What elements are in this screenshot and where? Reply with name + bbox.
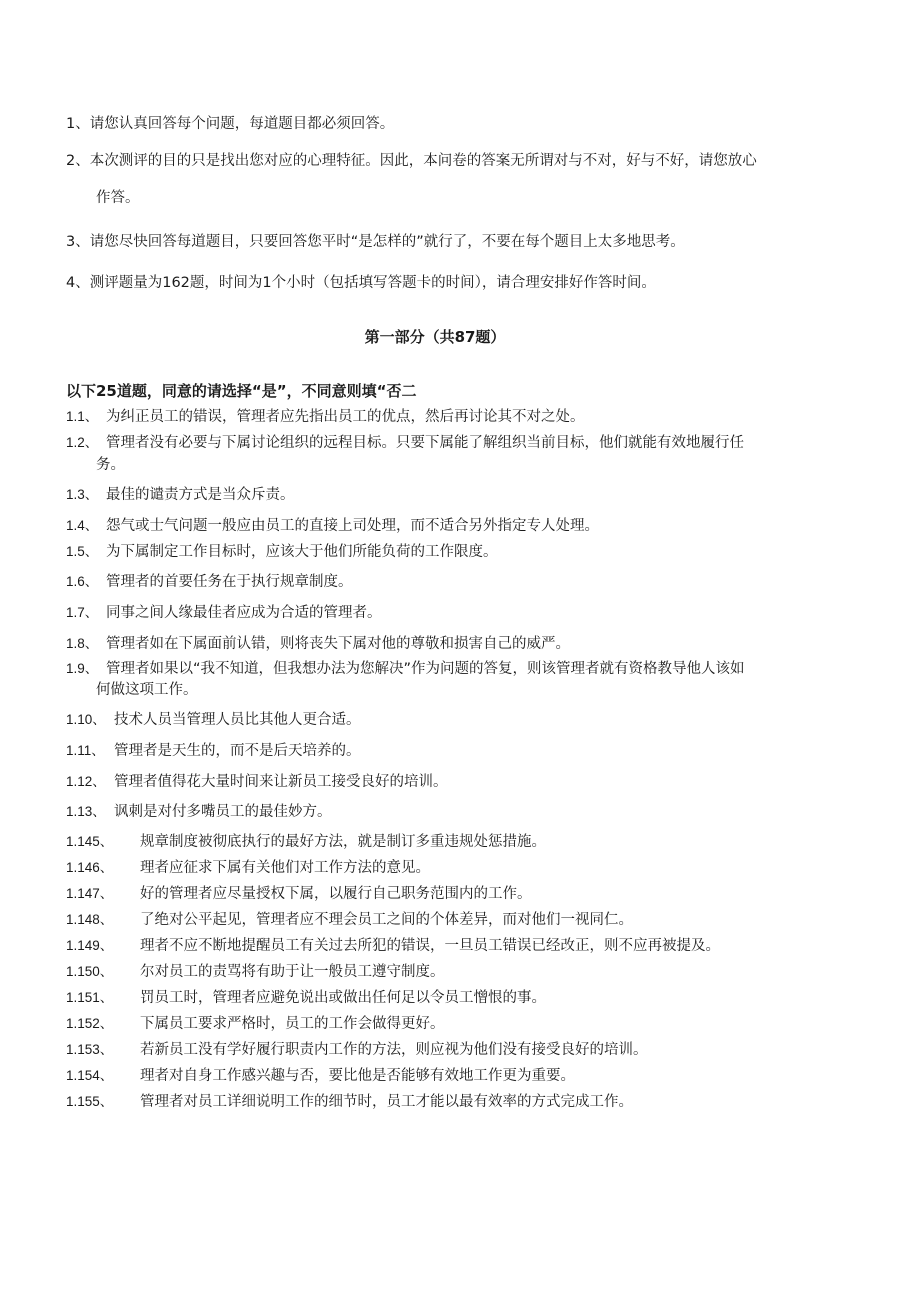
question-number: 1.151、	[66, 990, 114, 1005]
question-text: 为下属制定工作目标时，应该大于他们所能负荷的工作限度。	[106, 544, 498, 560]
question-number: 1.11、	[66, 743, 105, 758]
question-number: 1.10、	[66, 712, 106, 727]
question-item	[66, 1066, 575, 1086]
question-number: 1.149、	[66, 938, 114, 953]
question-item	[66, 485, 295, 505]
instruction-2	[66, 151, 757, 171]
instruction-text: 测评题量为162题，时间为1个小时（包括填写答题卡的时间），请合理安排好作答时间。	[89, 275, 656, 291]
section-subheading: 以下25道题，同意的请选择“是”，不同意则填“否二	[66, 382, 417, 400]
question-text: 下属员工要求严格时，员工的工作会做得更好。	[140, 1016, 445, 1032]
question-text: 管理者对员工详细说明工作的细节时，员工才能以最有效率的方式完成工作。	[140, 1094, 633, 1110]
question-number: 1.13、	[66, 804, 106, 819]
question-text: 理者不应不断地提醒员工有关过去所犯的错误，一旦员工错误已经改正，则不应再被提及。	[140, 938, 720, 954]
question-text: 技术人员当管理人员比其他人更合适。	[114, 712, 361, 728]
question-item	[66, 433, 744, 453]
question-number: 1.4、	[66, 518, 99, 533]
question-text: 最佳的谴责方式是当众斥责。	[106, 487, 295, 503]
question-continuation: 何做这项工作。	[96, 682, 198, 698]
question-item	[66, 962, 445, 982]
question-item	[66, 659, 745, 679]
question-item	[66, 936, 720, 956]
question-item	[66, 603, 382, 623]
question-number: 1.9、	[66, 661, 99, 676]
instruction-2-continuation: 作答。	[96, 190, 140, 206]
question-text: 同事之间人缘最佳者应成为合适的管理者。	[106, 605, 382, 621]
question-number: 1.150、	[66, 964, 114, 979]
instruction-number: 3、	[66, 234, 90, 250]
question-text: 管理者如果以“我不知道，但我想办法为您解决”作为问题的答复，则该管理者就有资格教导他人该如	[106, 661, 745, 677]
question-item	[66, 634, 570, 654]
question-text: 管理者没有必要与下属讨论组织的远程目标。只要下属能了解组织当前目标，他们就能有效地履行任	[106, 435, 744, 451]
question-item	[66, 884, 532, 904]
question-number: 1.148、	[66, 912, 114, 927]
question-item	[66, 772, 448, 792]
question-item	[66, 572, 353, 592]
question-number: 1.147、	[66, 886, 114, 901]
question-number: 1.8、	[66, 636, 99, 651]
question-item	[66, 407, 585, 427]
question-text: 管理者值得花大量时间来让新员工接受良好的培训。	[114, 774, 448, 790]
question-number: 1.146、	[66, 860, 114, 875]
question-item	[66, 1014, 445, 1034]
question-number: 1.5、	[66, 544, 99, 559]
question-item	[66, 910, 633, 930]
question-item	[66, 1092, 633, 1112]
instruction-number: 1、	[66, 116, 90, 132]
question-text: 管理者如在下属面前认错，则将丧失下属对他的尊敬和损害自己的威严。	[106, 636, 570, 652]
question-item	[66, 802, 332, 822]
question-number: 1.3、	[66, 487, 99, 502]
question-number: 1.145、	[66, 834, 114, 849]
question-item	[66, 988, 546, 1008]
question-number: 1.6、	[66, 574, 99, 589]
question-item	[66, 542, 498, 562]
question-text: 尔对员工的责骂将有助于让一般员工遵守制度。	[140, 964, 445, 980]
question-text: 了绝对公平起见，管理者应不理会员工之间的个体差异，而对他们一视同仁。	[140, 912, 633, 928]
question-text: 管理者的首要任务在于执行规章制度。	[106, 574, 353, 590]
section-title: 第一部分（共87题）	[364, 328, 506, 346]
question-number: 1.1、	[66, 409, 99, 424]
instruction-3	[66, 232, 685, 252]
question-number: 1.7、	[66, 605, 99, 620]
question-number: 1.152、	[66, 1016, 114, 1031]
instruction-text: 本次测评的目的只是找出您对应的心理特征。因此，本问卷的答案无所谓对与不对，好与不好，请您放心	[89, 153, 757, 169]
instruction-text: 请您尽快回答每道题目，只要回答您平时“是怎样的”就行了，不要在每个题目上太多地思考。	[89, 234, 685, 250]
question-item	[66, 832, 546, 852]
question-number: 1.153、	[66, 1042, 114, 1057]
question-number: 1.12、	[66, 774, 106, 789]
question-text: 为纠正员工的错误，管理者应先指出员工的优点，然后再讨论其不对之处。	[106, 409, 585, 425]
question-text: 规章制度被彻底执行的最好方法，就是制订多重违规处惩措施。	[140, 834, 546, 850]
question-text: 理者对自身工作感兴趣与否，要比他是否能够有效地工作更为重要。	[140, 1068, 575, 1084]
question-number: 1.2、	[66, 435, 99, 450]
instruction-1	[66, 114, 394, 134]
question-number: 1.155、	[66, 1094, 114, 1109]
instruction-4	[66, 273, 656, 293]
question-text: 好的管理者应尽量授权下属，以履行自己职务范围内的工作。	[140, 886, 532, 902]
question-text: 若新员工没有学好履行职责内工作的方法，则应视为他们没有接受良好的培训。	[140, 1042, 648, 1058]
question-item	[66, 710, 361, 730]
question-text: 讽刺是对付多嘴员工的最佳妙方。	[114, 804, 332, 820]
question-text: 罚员工时，管理者应避免说出或做出任何足以令员工憎恨的事。	[140, 990, 546, 1006]
question-text: 管理者是天生的，而不是后天培养的。	[114, 743, 361, 759]
question-number: 1.154、	[66, 1068, 114, 1083]
question-item	[66, 516, 599, 536]
question-text: 理者应征求下属有关他们对工作方法的意见。	[140, 860, 430, 876]
instruction-number: 4、	[66, 275, 90, 291]
instruction-number: 2、	[66, 153, 90, 169]
question-item	[66, 1040, 648, 1060]
question-item	[66, 741, 361, 761]
instruction-text: 请您认真回答每个问题，每道题目都必须回答。	[89, 116, 395, 132]
question-text: 怨气或士气问题一般应由员工的直接上司处理，而不适合另外指定专人处理。	[106, 518, 599, 534]
question-continuation: 务。	[96, 457, 125, 473]
question-item	[66, 858, 430, 878]
